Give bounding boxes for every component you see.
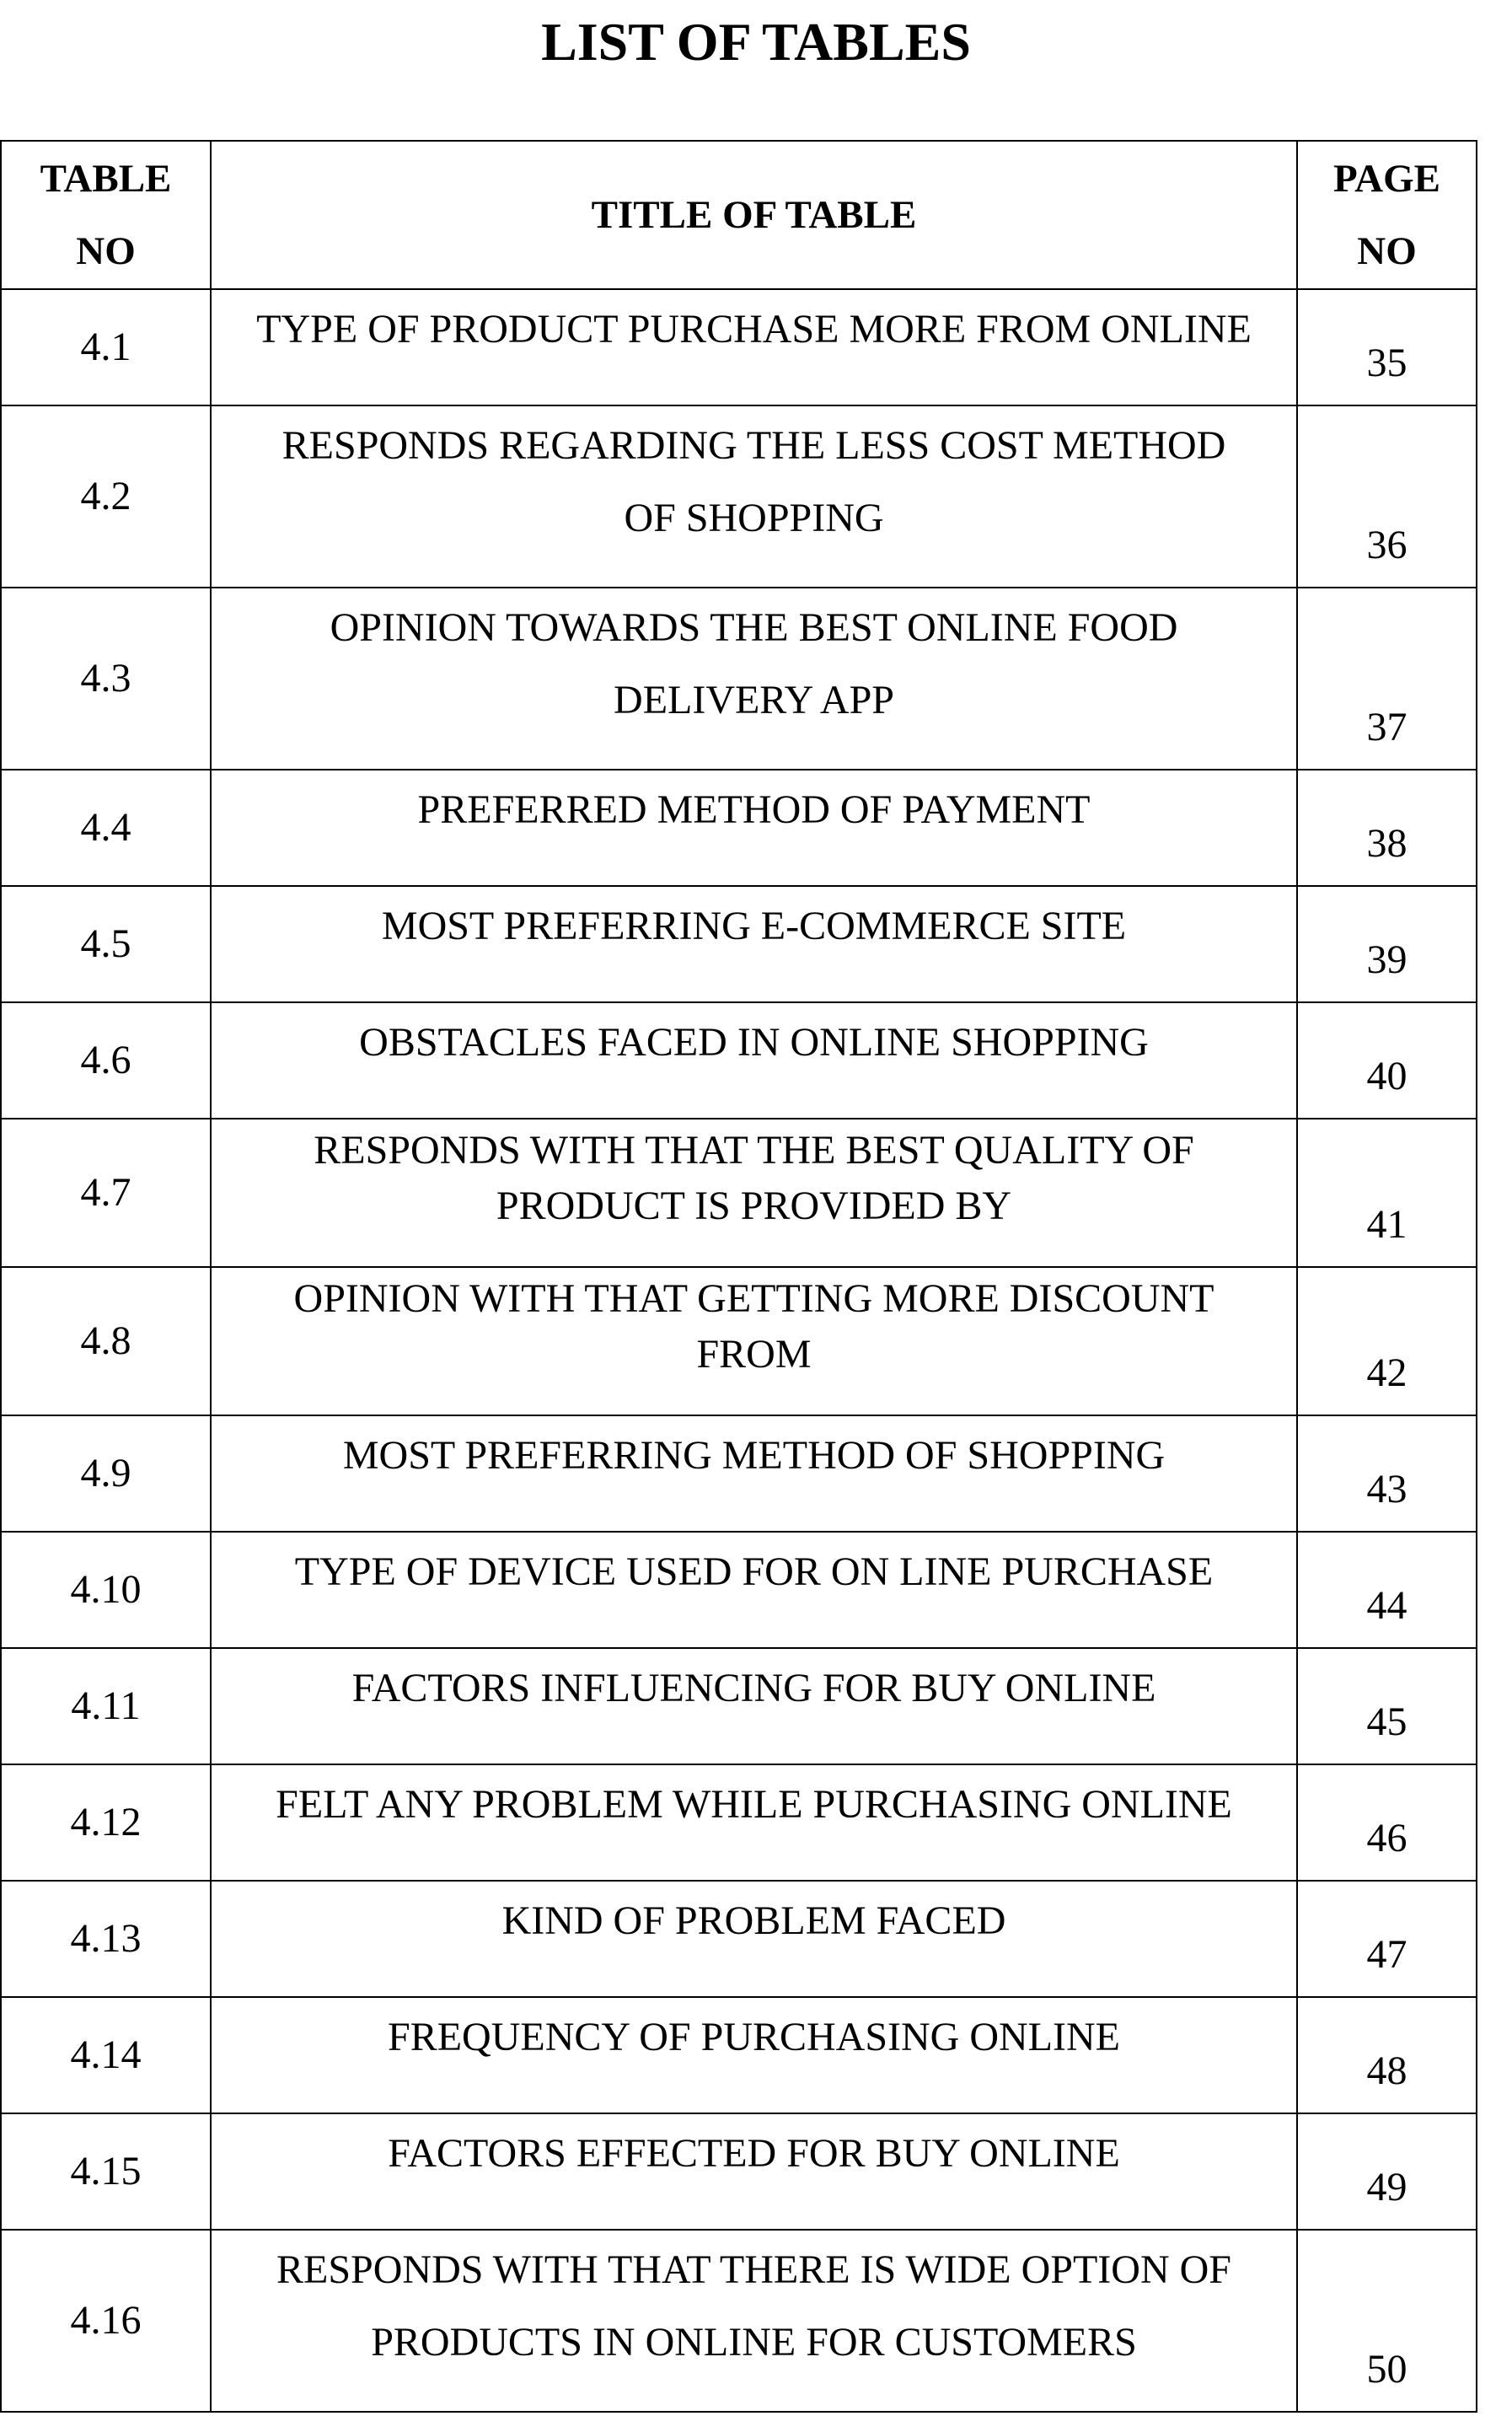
table-page-cell: 48 [1297,1997,1477,2113]
table-title-cell [211,1532,1297,1648]
table-no-cell: 4.4 [1,770,211,886]
table-title-line: TYPE OF PRODUCT PURCHASE MORE FROM ONLINE [256,307,1252,352]
table-row [1,405,1477,588]
table-row [1,1764,1477,1881]
table-title-cell [211,1764,1297,1881]
table-title-cell [211,405,1297,588]
table-title-line: PREFERRED METHOD OF PAYMENT [417,787,1091,832]
table-title-line: FREQUENCY OF PURCHASING ONLINE [388,2015,1120,2059]
table-page-cell: 44 [1297,1532,1477,1648]
table-page-cell: 40 [1297,1002,1477,1119]
table-row [1,1532,1477,1648]
table-no-cell: 4.16 [1,2230,211,2412]
table-no-cell: 4.1 [1,289,211,405]
table-row [1,770,1477,886]
table-title-cell [211,2113,1297,2230]
table-title-line: PRODUCTS IN ONLINE FOR CUSTOMERS [371,2320,1137,2365]
table-row [1,886,1477,1002]
table-row [1,588,1477,770]
table-row [1,1002,1477,1119]
table-no-cell: 4.15 [1,2113,211,2230]
table-title-cell [211,588,1297,770]
table-title-line: KIND OF PROBLEM FACED [501,1898,1006,1943]
table-title-line: RESPONDS WITH THAT THERE IS WIDE OPTION OF [276,2247,1231,2292]
table-row [1,1119,1477,1267]
table-title-cell [211,1267,1297,1415]
table-body [1,289,1477,2412]
header-page-no [1297,141,1477,289]
table-no-cell: 4.10 [1,1532,211,1648]
table-title-cell [211,1119,1297,1267]
table-page-cell: 35 [1297,289,1477,405]
table-title-cell [211,1415,1297,1532]
table-row [1,2230,1477,2412]
table-title-line: DELIVERY APP [614,678,894,722]
table-title-cell [211,1881,1297,1997]
table-row [1,2113,1477,2230]
table-title-line: OPINION WITH THAT GETTING MORE DISCOUNT [293,1276,1214,1321]
table-row [1,289,1477,405]
table-title-line: OPINION TOWARDS THE BEST ONLINE FOOD [330,605,1178,650]
table-page-cell: 39 [1297,886,1477,1002]
table-title-cell [211,886,1297,1002]
table-no-cell: 4.3 [1,588,211,770]
table-page-cell: 37 [1297,588,1477,770]
table-page-cell: 50 [1297,2230,1477,2412]
header-page-no-line1: PAGE [1332,157,1441,201]
table-row [1,1648,1477,1764]
table-title-cell [211,289,1297,405]
header-page-no-line2: NO [1357,229,1417,273]
table-title-cell [211,1002,1297,1119]
table-title-line: OBSTACLES FACED IN ONLINE SHOPPING [359,1020,1149,1065]
table-no-cell: 4.6 [1,1002,211,1119]
table-no-cell: 4.14 [1,1997,211,2113]
table-title-line: MOST PREFERRING METHOD OF SHOPPING [342,1433,1166,1478]
table-title-cell [211,770,1297,886]
table-title-line: TYPE OF DEVICE USED FOR ON LINE PURCHASE [294,1549,1214,1594]
table-title-cell [211,2230,1297,2412]
table-no-cell: 4.7 [1,1119,211,1267]
table-page-cell: 49 [1297,2113,1477,2230]
table-title-line: OF SHOPPING [624,496,884,540]
table-row [1,1415,1477,1532]
header-table-no-line1: TABLE [40,157,172,201]
table-header-row [1,141,1477,289]
table-no-cell: 4.5 [1,886,211,1002]
page-title: LIST OF TABLES [541,12,971,72]
table-no-cell: 4.13 [1,1881,211,1997]
table-title-line: FACTORS EFFECTED FOR BUY ONLINE [388,2131,1120,2176]
header-table-no [1,141,211,289]
table-page-cell: 45 [1297,1648,1477,1764]
table-row [1,1267,1477,1415]
table-title-line: FACTORS INFLUENCING FOR BUY ONLINE [351,1666,1156,1710]
table-page-cell: 36 [1297,405,1477,588]
table-title-line: RESPONDS REGARDING THE LESS COST METHOD [281,423,1226,468]
header-title-of-table: TITLE OF TABLE [211,141,1297,289]
table-no-cell: 4.8 [1,1267,211,1415]
table-no-cell: 4.9 [1,1415,211,1532]
table-no-cell: 4.2 [1,405,211,588]
table-title-line: PRODUCT IS PROVIDED BY [496,1184,1012,1228]
table-title-line: FELT ANY PROBLEM WHILE PURCHASING ONLINE [276,1782,1232,1827]
table-page-cell: 38 [1297,770,1477,886]
table-row [1,1881,1477,1997]
table-page-cell: 47 [1297,1881,1477,1997]
table-page-cell: 41 [1297,1119,1477,1267]
table-page-cell: 42 [1297,1267,1477,1415]
table-row [1,1997,1477,2113]
table-title-line: FROM [696,1332,812,1377]
table-title-line: MOST PREFERRING E-COMMERCE SITE [381,904,1127,948]
table-no-cell: 4.11 [1,1648,211,1764]
table-title-cell [211,1997,1297,2113]
header-table-no-line2: NO [76,229,136,273]
table-page-cell: 46 [1297,1764,1477,1881]
table-title-line: RESPONDS WITH THAT THE BEST QUALITY OF [314,1128,1194,1173]
table-page-cell: 43 [1297,1415,1477,1532]
list-of-tables [0,140,1477,2413]
table-no-cell: 4.12 [1,1764,211,1881]
table-title-cell [211,1648,1297,1764]
